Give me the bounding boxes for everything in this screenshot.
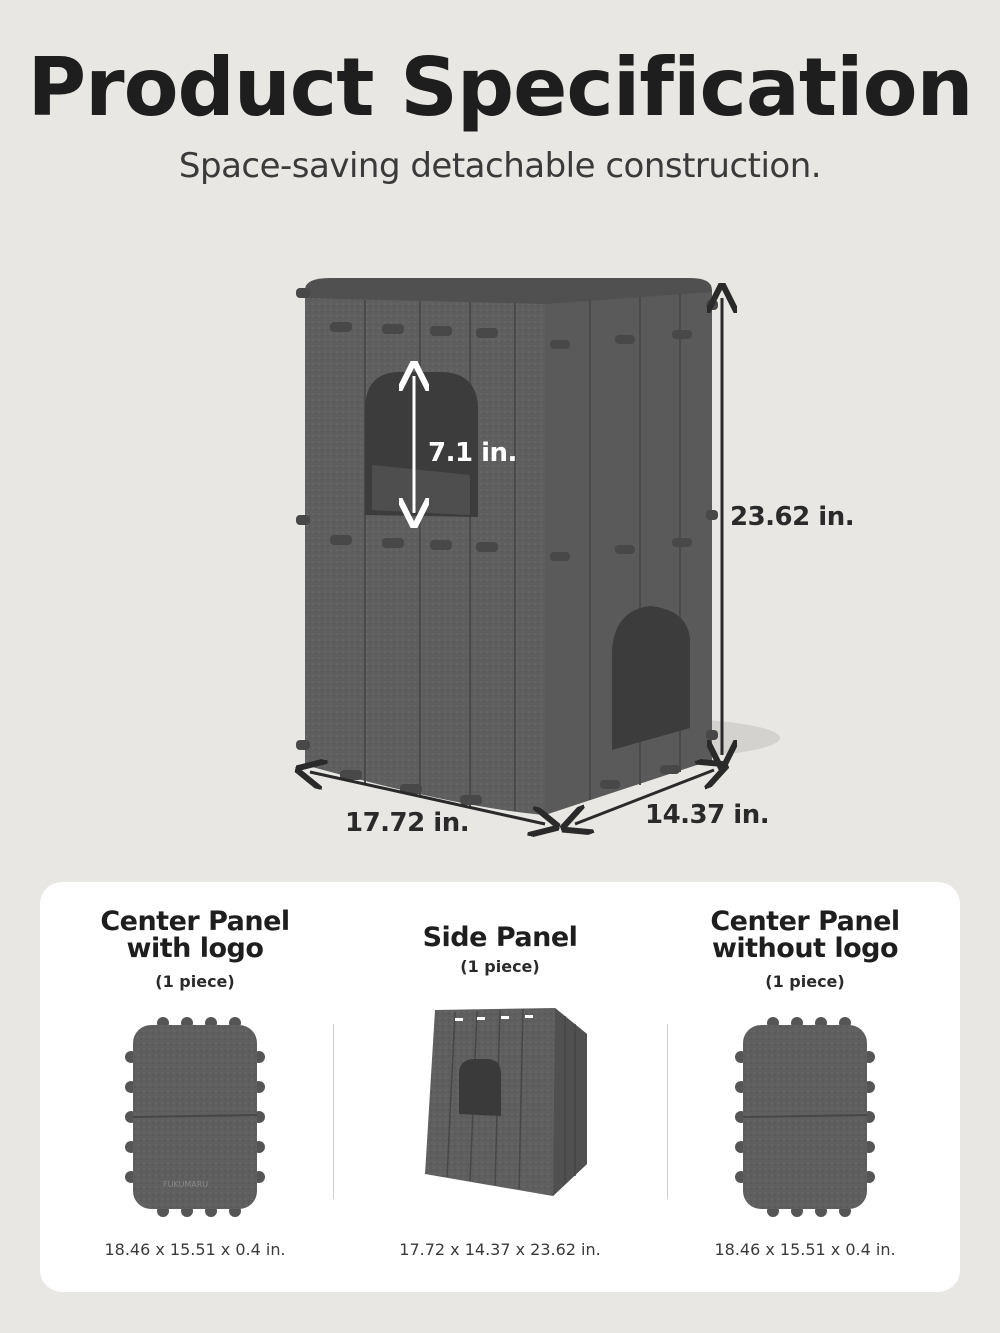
width-label: 17.72 in. bbox=[345, 808, 470, 838]
side-opening bbox=[612, 606, 690, 750]
panel-side bbox=[350, 882, 650, 1292]
panel-quantity: (1 piece) bbox=[765, 972, 845, 991]
panel-center-with-logo bbox=[45, 882, 345, 1292]
panel-size: 18.46 x 15.51 x 0.4 in. bbox=[104, 1240, 286, 1259]
side-panel-image bbox=[415, 1004, 595, 1204]
panel-quantity: (1 piece) bbox=[155, 972, 235, 991]
panel-title: Side Panel bbox=[422, 922, 578, 953]
divider bbox=[333, 1024, 334, 1199]
opening-height-label: 7.1 in. bbox=[428, 438, 517, 468]
panel-size: 18.46 x 15.51 x 0.4 in. bbox=[714, 1240, 896, 1259]
depth-label: 14.37 in. bbox=[645, 800, 770, 830]
cat-house-illustration bbox=[0, 260, 1000, 860]
panel-center-without-logo bbox=[655, 882, 955, 1292]
panel-title: Center Panel bbox=[710, 906, 900, 937]
center-panel-image bbox=[735, 1017, 875, 1217]
panels-card bbox=[40, 882, 960, 1292]
page-title: Product Specification bbox=[27, 41, 973, 134]
panel-title: Center Panel bbox=[100, 906, 290, 937]
center-panel-logo-image bbox=[125, 1017, 265, 1217]
page-subtitle: Space-saving detachable construction. bbox=[178, 146, 822, 186]
panel-quantity: (1 piece) bbox=[460, 957, 540, 976]
logo-text: FUKUMARU bbox=[163, 1180, 209, 1189]
panel-title: with logo bbox=[126, 933, 264, 964]
cat-house-hero bbox=[0, 260, 1000, 860]
height-label: 23.62 in. bbox=[730, 502, 855, 532]
panel-title: without logo bbox=[711, 933, 899, 964]
panel-size: 17.72 x 14.37 x 23.62 in. bbox=[399, 1240, 601, 1259]
